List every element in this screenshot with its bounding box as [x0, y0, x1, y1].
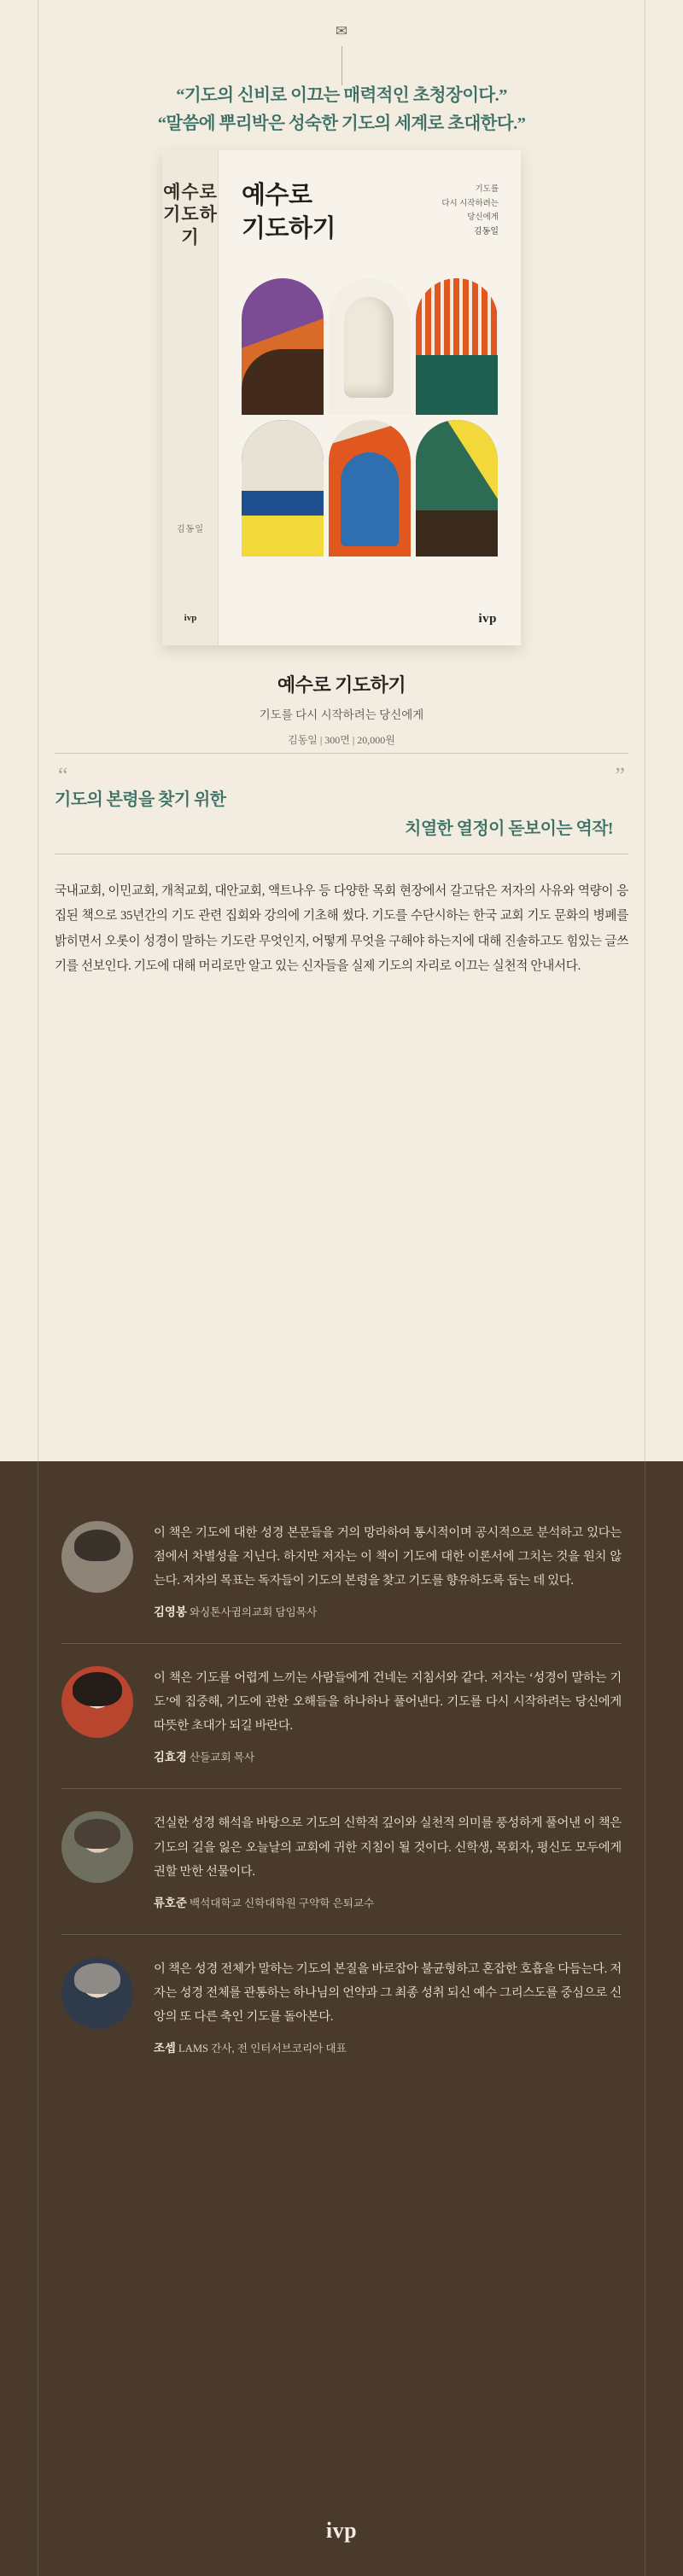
cover-arch-1 [242, 278, 324, 415]
avatar [61, 1666, 133, 1738]
avatar [61, 1521, 133, 1593]
endorsement-attribution [154, 2039, 622, 2055]
endorsement-attribution [154, 1894, 622, 1910]
endorsement-body [154, 1811, 622, 1909]
headline-quotes [0, 82, 683, 138]
avatar [61, 1811, 133, 1883]
headline-line-1: “기도의 신비로 이끄는 매력적인 초청장이다.” [176, 86, 507, 105]
cover-subtitle: 기도를 다시 시작하려는 당신에게 [441, 185, 499, 223]
endorsement-item [61, 1499, 622, 1643]
book-meta [0, 671, 683, 747]
endorsement-text: 이 책은 성경 전체가 말하는 기도의 본질을 바로잡아 불균형하고 혼잡한 호흡을 다듬는다. 저자는 성경 전체를 관통하는 하나님의 언약과 그 최종 성취 되신 예수 그리스도를 중심으로 신앙의 또 다른 축인 기도를 돌아본다. [154, 1961, 622, 2024]
cover-arch-6 [416, 420, 498, 557]
endorser-affiliation: 백석대학교 신학대학원 구약학 은퇴교수 [189, 1897, 375, 1909]
endorser-affiliation: 와싱톤사귐의교회 담임목사 [189, 1606, 318, 1619]
book-info: 김동일 | 300면 | 20,000원 [288, 734, 395, 746]
endorsement-item [61, 1788, 622, 1933]
quote-mark-right: ” [615, 763, 625, 788]
cover-title: 예수로 기도하기 [242, 182, 336, 242]
book-description: 국내교회, 이민교회, 개척교회, 대안교회, 액트나우 등 다양한 목회 현장에서 갈고닦은 저자의 사유와 역량이 응집된 책으로 35년간의 기도 관련 집회와 강의에 기초해 썼다. 기도를 수단시하는 한국 교회 기도 문화의 병폐를 밝히면서 오롯이 성경이 말하는 기도란 무엇인지, 어떻게 무엇을 구해야 하는지에 대해 진솔하고도 힘있는 글쓰기를 선보인다. 기도에 대해 머리로만 알고 있는 신자들을 실제 기도의 자리로 이끄는 실천적 안내서다. [55, 884, 628, 974]
cover-publisher-logo: ivp [478, 612, 497, 626]
footer-publisher-logo: ivp [325, 2518, 358, 2543]
book [162, 150, 521, 645]
endorsement-body [154, 1666, 622, 1764]
book-title: 예수로 기도하기 [277, 674, 406, 696]
envelope-icon: ✉ [335, 23, 348, 39]
spine-publisher-logo: ivp [184, 613, 197, 623]
endorsement-text: 이 책은 기도에 대한 성경 본문들을 거의 망라하여 통시적이며 공시적으로 분석하고 있다는 점에서 차별성을 지닌다. 하지만 저자는 이 책이 기도에 대한 이론서에 그치는 것을 원치 않는다. 저자의 목표는 독자들이 기도의 본령을 찾고 기도를 향유하도록 돕는 데 있다. [154, 1526, 622, 1588]
cover-author: 김동일 [474, 227, 499, 236]
spine-author: 김동일 [177, 525, 204, 534]
endorsement-item [61, 1934, 622, 2079]
pull-quote-line-1: 기도의 본령을 찾기 위한 [55, 790, 226, 809]
endorsement-item [61, 1643, 622, 1788]
emblem [324, 24, 359, 85]
endorser-name: 김영봉 [154, 1606, 187, 1619]
book-cover-image [162, 150, 521, 645]
book-subtitle: 기도를 다시 시작하려는 당신에게 [259, 708, 424, 721]
cover-arch-3 [416, 278, 498, 415]
endorsement-text: 이 책은 기도를 어렵게 느끼는 사람들에게 건네는 지침서와 같다. 저자는 ‘성경이 말하는 기도’에 집중해, 기도에 관한 오해들을 하나하나 풀어낸다. 기도를 다시 시작하려는 당신에게 따뜻한 초대가 되길 바란다. [154, 1671, 622, 1734]
endorser-name: 조셉 [154, 2041, 176, 2054]
endorsement-attribution [154, 1748, 622, 1764]
endorsement-attribution [154, 1603, 622, 1619]
endorsement-body [154, 1521, 622, 1619]
endorser-affiliation: LAMS 간사, 전 인터서브코리아 대표 [178, 2042, 347, 2054]
spine-title: 예수로 기도하 기 [163, 182, 218, 248]
divider-top [55, 753, 628, 754]
endorser-affiliation: 산들교회 목사 [189, 1751, 255, 1764]
avatar [61, 1957, 133, 2029]
pull-quote [55, 763, 628, 842]
endorsements-section [0, 1461, 683, 2576]
book-front-cover [219, 150, 521, 645]
headline-line-2: “말씀에 뿌리박은 성숙한 기도의 세계로 초대한다.” [157, 114, 526, 134]
cover-arch-4 [242, 420, 324, 557]
endorser-name: 류호준 [154, 1896, 187, 1909]
cover-arch-2 [329, 278, 411, 415]
book-spine [162, 150, 219, 645]
endorser-name: 김효경 [154, 1751, 187, 1764]
quote-mark-left: “ [58, 763, 68, 788]
endorsement-body [154, 1957, 622, 2055]
endorsement-list [61, 1499, 622, 2079]
cover-arch-5 [329, 420, 411, 557]
pull-quote-line-2: 치열한 열정이 돋보이는 역작! [405, 819, 613, 838]
cover-artwork [242, 278, 498, 560]
endorsement-text: 건실한 성경 해석을 바탕으로 기도의 신학적 깊이와 실천적 의미를 풍성하게 풀어낸 이 책은 기도의 길을 잃은 오늘날의 교회에 귀한 지침이 될 것이다. 신학생, 목회자, 평신도 모두에게 권할 만한 선물이다. [154, 1816, 622, 1879]
